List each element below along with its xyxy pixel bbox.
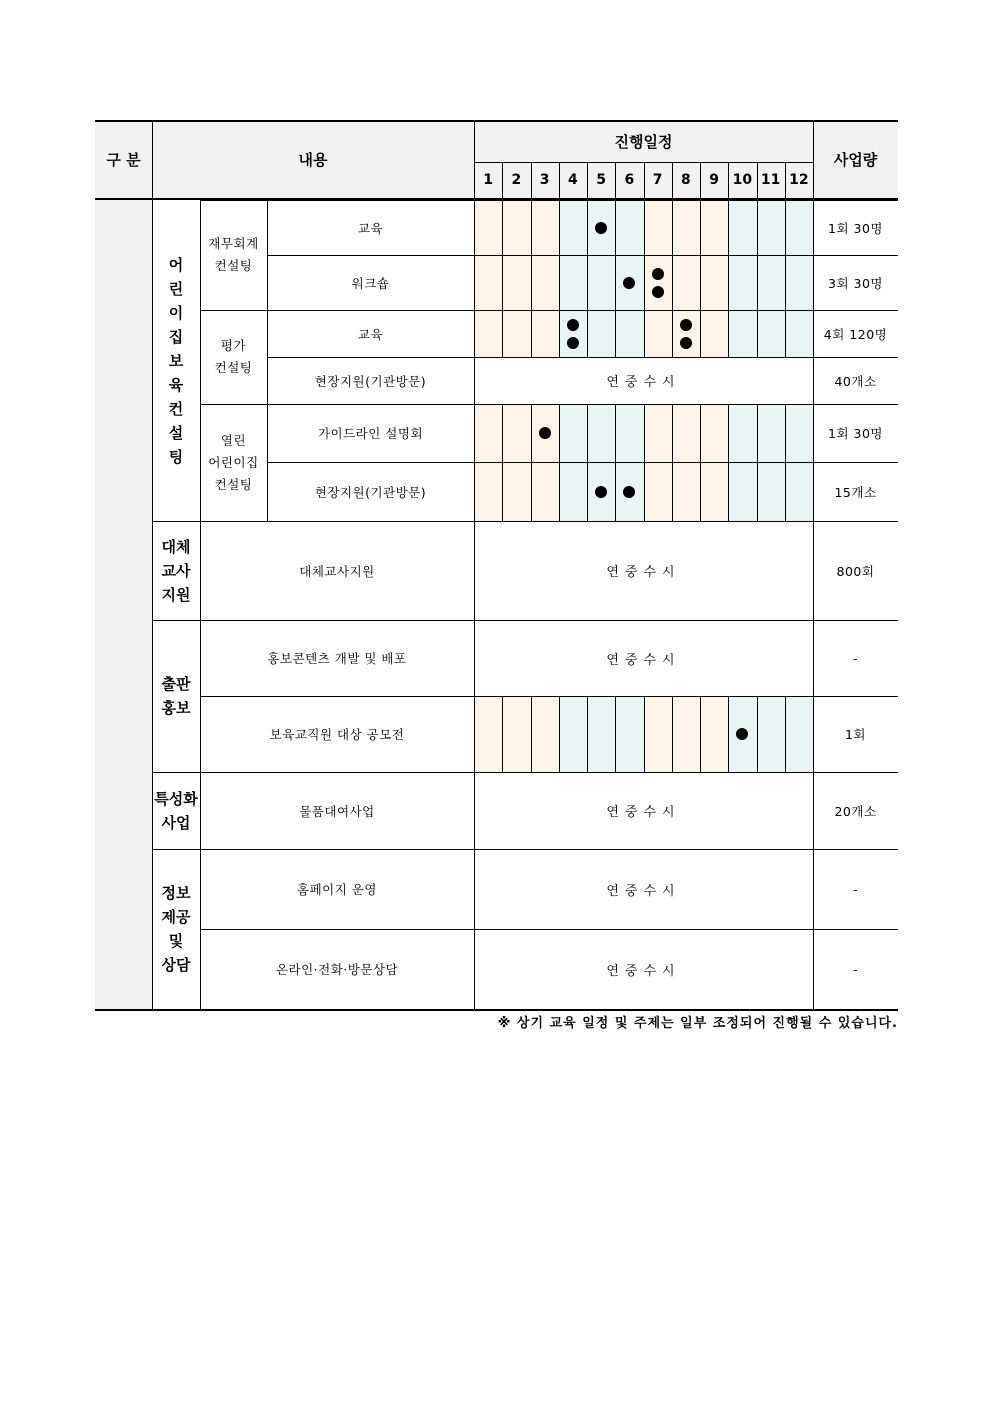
header-content: 내용 [298, 150, 328, 169]
month-shade [559, 462, 587, 521]
v-rule [728, 462, 729, 521]
month-shade [615, 404, 643, 462]
schedule-dot [652, 268, 664, 280]
v-rule [644, 462, 645, 521]
v-rule [757, 310, 758, 357]
row-item: 교육 [357, 220, 384, 236]
v-rule [587, 200, 588, 255]
v-rule [267, 200, 268, 521]
h-rule [152, 849, 898, 850]
month-shade [785, 255, 813, 310]
v-rule [587, 255, 588, 310]
v-rule [587, 404, 588, 462]
month-shade [785, 404, 813, 462]
v-rule [644, 310, 645, 357]
v-rule [644, 255, 645, 310]
month-shade [700, 255, 728, 310]
v-rule [785, 462, 786, 521]
v-rule [615, 200, 616, 255]
month-shade [474, 310, 502, 357]
v-rule [757, 255, 758, 310]
v-rule [502, 696, 503, 772]
row-item: 현장지원(기관방문) [314, 373, 427, 389]
month-shade [531, 696, 559, 772]
month-shade [644, 404, 672, 462]
group-title: 어 린 이 집 보 육 컨 설 팅 [168, 255, 184, 466]
v-rule [672, 696, 673, 772]
month-shade [587, 255, 615, 310]
v-rule [785, 310, 786, 357]
row-volume: 3회 30명 [828, 275, 883, 291]
month-shade [757, 696, 785, 772]
month-shade [502, 255, 530, 310]
month-shade [531, 462, 559, 521]
group-title: 대체 교사 지원 [161, 537, 191, 604]
schedule-dot [652, 286, 664, 298]
h-rule [152, 521, 898, 522]
month-shade [615, 696, 643, 772]
month-shade [757, 255, 785, 310]
row-year-round: 연중수시 [606, 963, 681, 979]
month-shade [700, 404, 728, 462]
header-month: 3 [539, 172, 550, 188]
group-title: 특성화 사업 [154, 789, 198, 832]
month-shade [728, 462, 756, 521]
v-rule [700, 200, 701, 255]
month-shade [531, 255, 559, 310]
v-rule [559, 404, 560, 462]
v-rule [728, 404, 729, 462]
header-month: 6 [624, 172, 635, 188]
month-shade [757, 462, 785, 521]
month-shade [559, 200, 587, 255]
month-shade [615, 200, 643, 255]
month-shade [587, 404, 615, 462]
schedule-dot [680, 337, 692, 349]
header-month: 1 [483, 172, 493, 188]
v-rule [531, 696, 532, 772]
row-item: 워크숍 [351, 275, 390, 291]
header-month: 11 [760, 172, 781, 188]
v-rule [785, 255, 786, 310]
month-shade [559, 310, 587, 357]
month-shade [474, 696, 502, 772]
month-shade [700, 310, 728, 357]
month-shade [728, 200, 756, 255]
h-rule [95, 1009, 898, 1011]
month-shade [644, 462, 672, 521]
v-rule [587, 462, 588, 521]
month-shade [474, 255, 502, 310]
month-shade [559, 696, 587, 772]
h-rule [267, 255, 898, 256]
h-rule [200, 929, 898, 930]
group-title: 출판 홍보 [161, 675, 191, 717]
month-shade [559, 404, 587, 462]
row-item: 교육 [357, 326, 384, 342]
v-rule [785, 200, 786, 255]
row-volume: - [852, 650, 858, 666]
v-rule [644, 404, 645, 462]
header-category: 구 분 [106, 150, 141, 169]
v-rule [502, 404, 503, 462]
month-shade [587, 310, 615, 357]
h-rule [200, 200, 898, 201]
v-rule [700, 696, 701, 772]
row-volume: - [852, 881, 858, 897]
month-shade [728, 255, 756, 310]
v-rule [559, 162, 560, 198]
row-item: 보육교직원 대상 공모전 [269, 727, 405, 742]
schedule-dot [623, 486, 635, 498]
v-rule [785, 162, 786, 198]
v-rule [785, 404, 786, 462]
schedule-dot [567, 319, 579, 331]
v-rule [531, 200, 532, 255]
month-shade [672, 310, 700, 357]
v-rule [644, 696, 645, 772]
month-shade [728, 404, 756, 462]
group-title: 정보 제공 및 상담 [161, 884, 191, 974]
schedule-dot [680, 319, 692, 331]
v-rule [728, 162, 729, 198]
v-rule [700, 162, 701, 198]
month-shade [785, 310, 813, 357]
row-item: 현장지원(기관방문) [314, 484, 427, 500]
month-shade [474, 462, 502, 521]
schedule-dot [595, 222, 607, 234]
header-month: 9 [709, 172, 719, 188]
month-shade [644, 696, 672, 772]
v-rule [672, 404, 673, 462]
row-year-round: 연중수시 [606, 883, 681, 899]
month-shade [502, 462, 530, 521]
header-volume: 사업량 [833, 150, 878, 169]
month-shade [785, 696, 813, 772]
v-rule [615, 696, 616, 772]
row-year-round: 연중수시 [606, 805, 681, 820]
v-rule [813, 120, 814, 1009]
h-rule [200, 404, 898, 405]
row-volume: 20개소 [834, 803, 877, 819]
header-month: 7 [652, 172, 663, 188]
month-shade [644, 310, 672, 357]
month-shade [700, 200, 728, 255]
row-year-round: 연중수시 [606, 565, 681, 580]
month-shade [474, 404, 502, 462]
month-shade [672, 696, 700, 772]
row-item: 물품대여사업 [299, 803, 375, 819]
h-rule [152, 620, 898, 621]
v-rule [672, 200, 673, 255]
v-rule [615, 462, 616, 521]
month-shade [644, 255, 672, 310]
v-rule [587, 696, 588, 772]
schedule-dot [623, 277, 635, 289]
v-rule [728, 696, 729, 772]
header-month: 12 [789, 172, 809, 188]
month-shade [672, 255, 700, 310]
month-shade [502, 310, 530, 357]
month-shade [644, 200, 672, 255]
row-volume: - [852, 961, 858, 977]
month-shade [672, 200, 700, 255]
v-rule [152, 120, 153, 1009]
v-rule [531, 255, 532, 310]
header-month: 2 [511, 172, 522, 188]
row-volume: 1회 [844, 727, 867, 742]
v-rule [531, 404, 532, 462]
v-rule [615, 255, 616, 310]
row-volume: 4회 120명 [823, 326, 888, 342]
v-rule [757, 162, 758, 198]
month-shade [502, 696, 530, 772]
v-rule [200, 198, 201, 1009]
month-shade [502, 200, 530, 255]
row-item: 가이드라인 설명회 [317, 426, 424, 441]
v-rule [615, 404, 616, 462]
v-rule [672, 162, 673, 198]
schedule-dot [567, 337, 579, 349]
month-shade [728, 310, 756, 357]
category-column-bg [95, 198, 152, 1009]
month-shade [757, 310, 785, 357]
month-shade [531, 200, 559, 255]
row-item: 온라인·전화·방문상담 [275, 962, 399, 977]
v-rule [728, 310, 729, 357]
h-rule [267, 357, 898, 358]
v-rule [502, 310, 503, 357]
row-volume: 1회 30명 [828, 220, 883, 236]
h-rule [152, 772, 898, 773]
schedule-dot [539, 427, 551, 439]
v-rule [700, 404, 701, 462]
h-rule [267, 462, 898, 463]
v-rule [672, 255, 673, 310]
v-rule [587, 162, 588, 198]
row-item: 홍보콘텐츠 개발 및 배포 [267, 651, 407, 666]
row-year-round: 연중수시 [606, 652, 681, 668]
schedule-dot [595, 486, 607, 498]
v-rule [700, 310, 701, 357]
v-rule [757, 200, 758, 255]
month-shade [615, 310, 643, 357]
v-rule [728, 200, 729, 255]
month-shade [559, 255, 587, 310]
footnote: ※ 상기 교육 일정 및 주제는 일부 조정되어 진행될 수 있습니다. [497, 1016, 898, 1031]
h-rule [200, 696, 898, 697]
month-shade [587, 696, 615, 772]
v-rule [757, 696, 758, 772]
subgroup-title: 재무회계 컨설팅 [208, 236, 259, 273]
v-rule [785, 696, 786, 772]
subgroup-title: 평가 컨설팅 [214, 338, 253, 375]
v-rule [531, 310, 532, 357]
header-schedule: 진행일정 [614, 132, 673, 151]
month-shade [531, 310, 559, 357]
month-shade [785, 462, 813, 521]
v-rule [615, 310, 616, 357]
month-shade [474, 200, 502, 255]
month-shade [757, 404, 785, 462]
row-volume: 800회 [836, 563, 875, 579]
header-month: 5 [596, 172, 606, 188]
v-rule [672, 462, 673, 521]
v-rule [559, 696, 560, 772]
v-rule [728, 255, 729, 310]
v-rule [474, 120, 475, 1009]
row-volume: 1회 30명 [828, 426, 883, 441]
month-shade [757, 200, 785, 255]
header-month: 10 [732, 172, 753, 188]
row-year-round: 연중수시 [606, 375, 681, 390]
header-month: 4 [568, 172, 578, 188]
month-shade [672, 404, 700, 462]
v-rule [531, 462, 532, 521]
month-shade [672, 462, 700, 521]
month-shade [700, 462, 728, 521]
v-rule [757, 404, 758, 462]
v-rule [502, 462, 503, 521]
row-item: 홈페이지 운영 [297, 882, 377, 897]
v-rule [531, 162, 532, 198]
v-rule [644, 200, 645, 255]
month-shade [785, 200, 813, 255]
h-rule [95, 120, 898, 122]
v-rule [559, 200, 560, 255]
month-shade [502, 404, 530, 462]
v-rule [559, 462, 560, 521]
v-rule [615, 162, 616, 198]
v-rule [700, 462, 701, 521]
v-rule [644, 162, 645, 198]
row-item: 대체교사지원 [299, 563, 375, 579]
v-rule [587, 310, 588, 357]
month-shade [700, 696, 728, 772]
header-month: 8 [681, 172, 691, 188]
v-rule [502, 255, 503, 310]
subgroup-title: 열린 어린이집 컨설팅 [208, 432, 259, 492]
v-rule [672, 310, 673, 357]
h-rule [200, 310, 898, 311]
v-rule [559, 310, 560, 357]
row-volume: 15개소 [834, 484, 877, 500]
v-rule [559, 255, 560, 310]
row-volume: 40개소 [834, 373, 877, 389]
v-rule [700, 255, 701, 310]
v-rule [502, 162, 503, 198]
v-rule [757, 462, 758, 521]
v-rule [502, 200, 503, 255]
